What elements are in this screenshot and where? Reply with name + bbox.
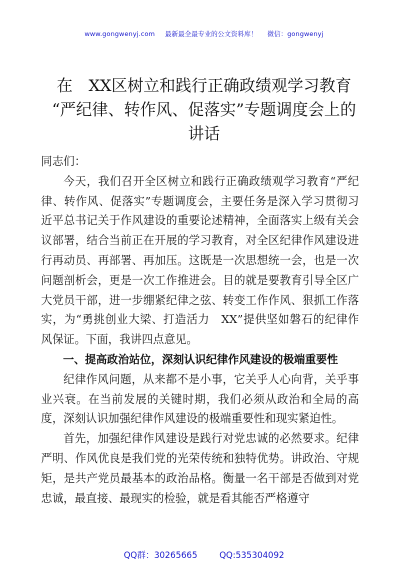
paragraph-section-1: 纪律作风问题，从来都不是小事，它关乎人心向背，关乎事业兴衰。在当前发展的关键时期，我们必须从政治和全局的高度，深刻认识加强纪律作风建设的极端重要性和现实紧迫性。 [41,372,359,426]
title-line-1: 在 XX区树立和践行正确政绩观学习教育 [56,76,352,95]
paragraph-section-1-point-1: 首先，加强纪律作风建设是践行对党忠诚的必然要求。纪律严明、作风优良是我们党的光荣传统和独特优势。讲政治、守规矩，是共产党员最基本的政治品格。衡量一名干部是否做到对党忠诚，最直接、最现实的检验，就是看其能否严格遵守 [41,432,359,505]
qq-number: QQ:535304092 [219,551,285,561]
site-slogan: 最新最全最专业的公文资料库！ [164,30,258,38]
section-heading-1: 一、提高政治站位，深刻认识纪律作风建设的极端重要性 [63,352,338,366]
document-title [40,74,368,146]
title-line-3: 讲话 [187,124,220,143]
wechat-id: 微信：gongwenyj [267,30,324,38]
paragraph-intro: 今天，我们召开全区树立和践行正确政绩观学习教育“严纪律、转作风、促落实”专题调度会，主要任务是深入学习贯彻习近平总书记关于作风建设的重要论述精神，全面落实上级有关会议部署，结合当前正在开展的学习教育，对全区纪律作风建设进行再动员、再部署、再加压。这既是一次思想统一会，也是一次问题剖析会，更是一次工作推进会。目的就是要教育引导全区广大党员干部，进一步绷紧纪律之弦、转变工作作风、狠抓工作落实，为“勇挑创业大梁、打造活力 XX”提供坚如磐石的纪律作风保证。下面，我讲四点意见。 [41,174,359,347]
contact-footer [0,549,408,561]
title-line-2: “严纪律、转作风、促落实”专题调度会上的 [51,100,357,119]
site-url-link[interactable]: www.gongwenyj.com [84,30,155,38]
greeting: 同志们： [41,155,86,168]
document-body [41,152,359,508]
site-header [0,29,408,38]
qq-group-number: QQ群：30265665 [123,551,198,561]
